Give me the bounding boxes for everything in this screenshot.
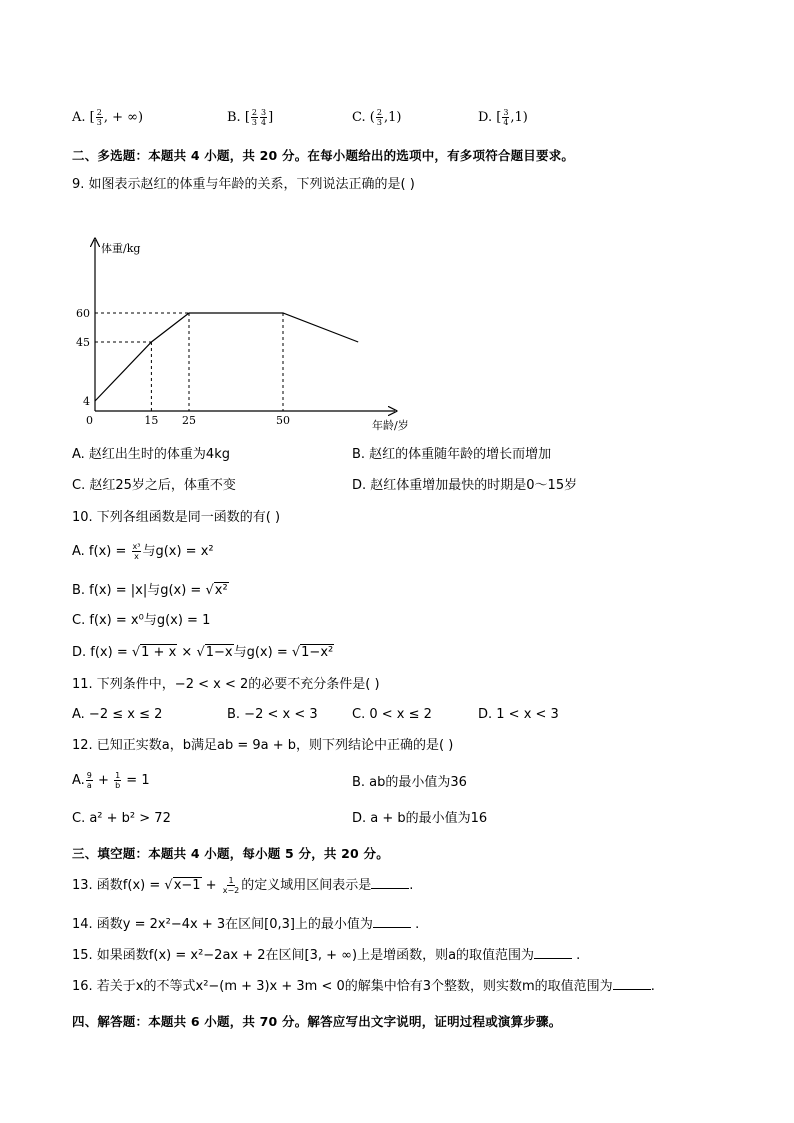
question-10-option-a: A. f(x) = $\frac{\text{x³}}{x}$ 与g(x) = x² — [72, 542, 214, 561]
question-10-option-b: B. f(x) = |x|与g(x) = √x² — [72, 583, 228, 598]
answer-blank[interactable] — [613, 977, 651, 990]
q8-option-c: C. ( $\frac{2}{3}$ ,1) — [352, 108, 402, 127]
weight-curve — [95, 313, 358, 401]
question-11-option-c: C. 0 < x ≤ 2 — [352, 707, 432, 722]
question-9-option-b: B. 赵红的体重随年龄的增长而增加 — [352, 447, 552, 462]
series-line — [95, 313, 358, 401]
q8-option-a: A. [ $\frac{2}{3}$ , + ∞) — [72, 108, 144, 127]
question-15: 15. 如果函数f(x) = x²−2ax + 2在区间[3, + ∞)上是增函数，则a的取值范围为 . — [72, 948, 581, 963]
weight-age-graph — [70, 230, 410, 435]
question-9-option-c: C. 赵红25岁之后，体重不变 — [72, 478, 236, 493]
x-tick-15: 15 — [144, 414, 159, 427]
question-9-stem: 9. 如图表示赵红的体重与年龄的关系，下列说法正确的是( ) — [72, 177, 415, 192]
answer-blank[interactable] — [373, 915, 411, 928]
x-tick-50: 50 — [276, 414, 290, 427]
question-10-stem: 10. 下列各组函数是同一函数的有( ) — [72, 510, 281, 525]
x-axis-label: 年龄/岁 — [372, 419, 409, 432]
y-axis-label: 体重/kg — [101, 242, 141, 255]
question-16: 16. 若关于x的不等式x²−(m + 3)x + 3m < 0的解集中恰有3个整数，则实数m的取值范围为 . — [72, 979, 655, 994]
question-10-option-c: C. f(x) = x⁰与g(x) = 1 — [72, 613, 211, 628]
question-12-option-c: C. a² + b² > 72 — [72, 811, 171, 826]
question-9-option-a: A. 赵红出生时的体重为4kg — [72, 447, 230, 462]
q8-option-d: D. [ $\frac{3}{4}$ ,1) — [478, 108, 528, 127]
x-tick-0: 0 — [86, 414, 93, 427]
x-tick-labels — [86, 414, 290, 427]
q8-option-b: B. [ $\frac{2}{3}$ $\frac{3}{4}$ ] — [227, 108, 274, 127]
question-12-option-d: D. a + b的最小值为16 — [352, 811, 488, 826]
y-tick-45: 45 — [76, 336, 90, 349]
question-9-option-d: D. 赵红体重增加最快的时期是0～15岁 — [352, 478, 578, 493]
question-11-option-b: B. −2 < x < 3 — [227, 707, 318, 722]
y-tick-4: 4 — [83, 395, 90, 408]
graph-axes — [95, 240, 395, 411]
question-12-option-a: A. $\frac{9}{a}$ + $\frac{1}{b}$ = 1 — [72, 771, 150, 790]
y-tick-labels — [76, 307, 90, 408]
x-tick-25: 25 — [182, 414, 196, 427]
question-13: 13. 函数f(x) = √x−1 + $\frac{1}{x-2}$ 的定义域用区间表示是 . — [72, 876, 414, 895]
question-10-option-d: D. f(x) = √1 + x × √1−x与g(x) = √1−x² — [72, 645, 334, 660]
answer-blank[interactable] — [371, 876, 409, 889]
question-11-option-a: A. −2 ≤ x ≤ 2 — [72, 707, 163, 722]
question-11-stem: 11. 下列条件中，−2 < x < 2的必要不充分条件是( ) — [72, 677, 380, 692]
guide-lines — [95, 313, 283, 411]
section-4-heading: 四、解答题：本题共 6 小题，共 70 分。解答应写出文字说明，证明过程或演算步骤。 — [72, 1014, 562, 1029]
answer-blank[interactable] — [534, 946, 572, 959]
section-3-heading: 三、填空题：本题共 4 小题，每小题 5 分，共 20 分。 — [72, 846, 389, 861]
question-12-stem: 12. 已知正实数a，b满足ab = 9a + b，则下列结论中正确的是( ) — [72, 738, 454, 753]
question-12-option-b: B. ab的最小值为36 — [352, 775, 467, 790]
section-2-heading: 二、多选题：本题共 4 小题，共 20 分。在每小题给出的选项中，有多项符合题目要求。 — [72, 148, 575, 163]
y-tick-60: 60 — [76, 307, 90, 320]
question-11-option-d: D. 1 < x < 3 — [478, 707, 559, 722]
question-14: 14. 函数y = 2x²−4x + 3在区间[0,3]上的最小值为 . — [72, 917, 420, 932]
